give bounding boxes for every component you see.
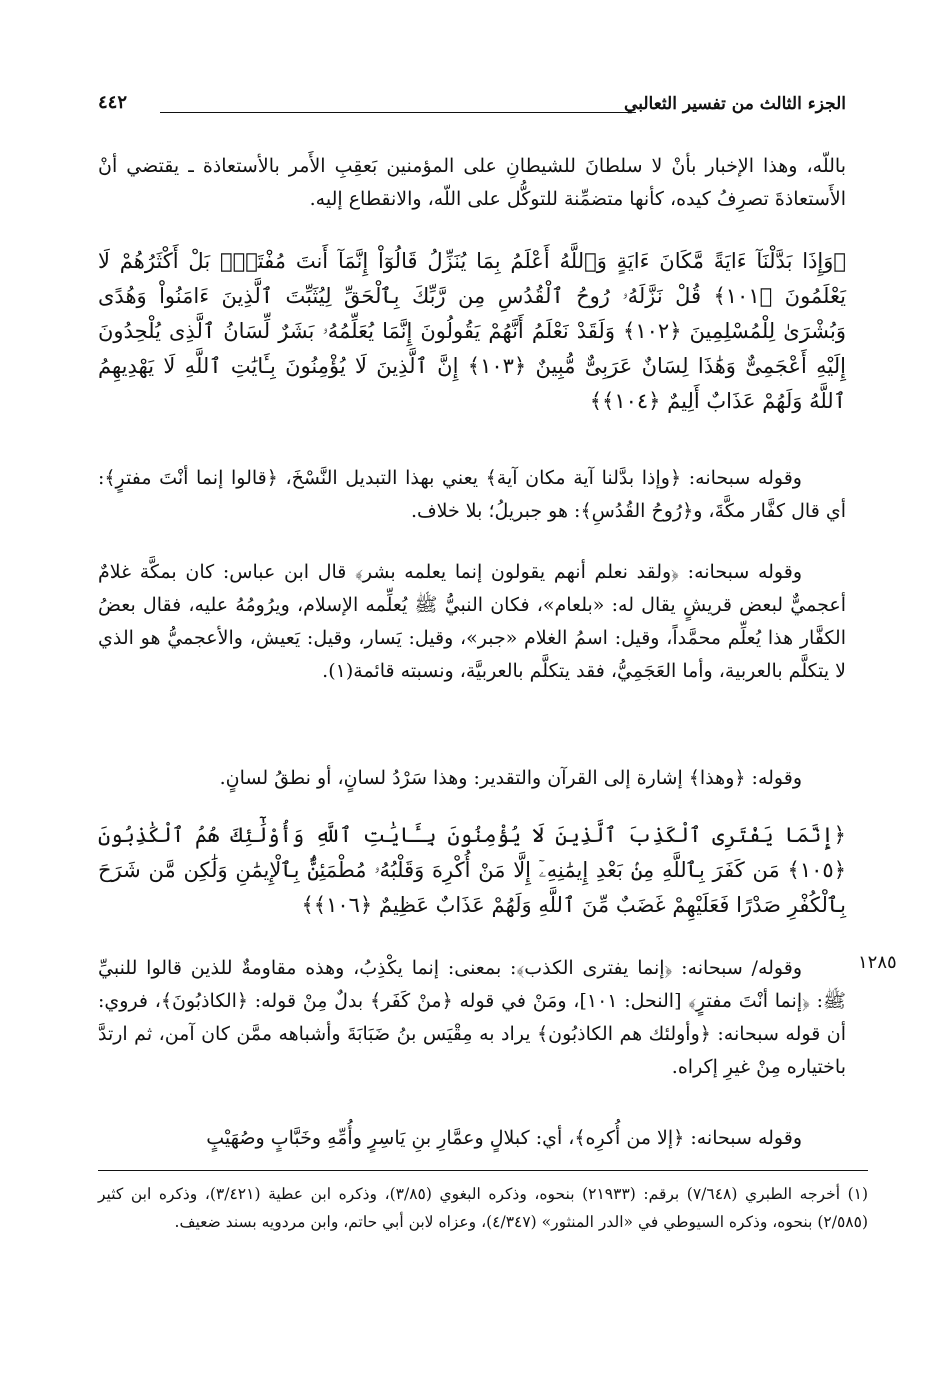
paragraph-commentary-hadha: وقوله: ﴿وهذا﴾ إشارة إلى القرآن والتقدير: وهذا سَرْدُ لسانٍ، أو نطقُ لسانٍ. [219, 767, 802, 789]
paragraph-commentary-101: وقوله سبحانه: ﴿وإذا بدَّلنا آية مكان آية﴾ يعني بهذا التبديل النَّسْخَ، ﴿قالوا إنما أنْتَ مفترٍ﴾: أي قال كفَّار مكَّةَ، و﴿رُوحُ القُدُسِ﴾: هو جبريلُ؛ بلا خلاف. [98, 467, 846, 522]
quran-verses-105-106: ﴿إِنَّمَا يَفْتَرِى ٱلْكَذِبَ ٱلَّذِينَ لَا يُؤْمِنُونَ بِـَٔايَٰتِ ٱللَّهِ وَأُوْلَٰٓئِكَ هُمُ ٱلْكَٰذِبُونَ ﴿١٠٥﴾ مَن كَفَرَ بِٱللَّهِ مِنۢ بَعْدِ إِيمَٰنِهِۦٓ إِلَّا مَنْ أُكْرِهَ وَقَلْبُهُۥ مُطْمَئِنٌّۢ بِٱلْإِيمَٰنِ وَلَٰكِن مَّن شَرَحَ بِٱلْكُفْرِ صَدْرًا فَعَلَيْهِمْ غَضَبٌ مِّنَ ٱللَّهِ وَلَهُمْ عَذَابٌ عَظِيمٌ ﴿١٠٦﴾﴾ [98, 823, 846, 917]
running-header [98, 92, 846, 132]
margin-manuscript-page-number: ١٢٨٥ [858, 952, 897, 973]
running-title: الجزء الثالث من تفسير الثعالبي [624, 94, 846, 114]
page-number: ٤٤٢ [98, 92, 128, 113]
footnote-rule [98, 1170, 868, 1171]
paragraph-commentary-106: وقوله سبحانه: ﴿إلا من أُكرِه﴾، أي: كبلالٍ وعمَّارِ بنِ يَاسِرٍ وأُمِّهِ وخَبَّابٍ وصُهَيْبٍ [206, 1127, 802, 1149]
paragraph-commentary-103: وقوله سبحانه: ﴿ولقد نعلم أنهم يقولون إنما يعلمه بشر﴾ قال ابن عباس: كان بمكَّة غلامٌ أعجميٌّ لبعض قريشٍ يقال له: «بلعام»، فكان النبيُّ ﷺ يُعلِّمه الإسلام، ويرُومُهُ عليه، فقال بعضُ الكفَّار هذا يُعلِّم محمَّداً، وقيل: اسمُ الغلام «جبر»، وقيل: يَسار، وقيل: يَعيش، والأعجميُّ هو الذي لا يتكلَّم بالعربية، وأما العَجَمِيُّ، فقد يتكلَّم بالعربيَّة، ونسبته قائمة(١). [98, 561, 846, 682]
paragraph-commentary-105: وقوله/ سبحانه: ﴿إنما يفترى الكذب﴾: بمعنى: إنما يكْذِبُ، وهذه مقاومةٌ للذين قالوا للنبيِّ ﷺ: ﴿إنما أنْتَ مفترٍ﴾ [النحل: ١٠١]، ومَنْ في قوله ﴿منْ كَفَر﴾ بدلٌ مِنْ قوله: ﴿الكاذبُونَ﴾، فروي: أن قوله سبحانه: ﴿وأولئك هم الكاذبُون﴾ يراد به مِقْيَس بنُ ضَبَابَةَ وأشباهه ممَّن كان آمن، ثم ارتدَّ باختياره مِنْ غيرِ إكراه. [98, 957, 846, 1078]
paragraph-intro: باللّه، وهذا الإخبار بأنْ لا سلطانَ للشيطانِ على المؤمنين بَعقِبِ الأَمر بالأستعاذة ـ يقتضي أنْ الأَستعاذةَ تصرِفُ كيده، كأنها متضمِّنة للتوكُّل على اللّه، والانقطاع إليه. [98, 155, 846, 210]
quran-verses-101-104: ﴿وَإِذَا بَدَّلْنَآ ءَايَةً مَّكَانَ ءَايَةٍ وَٱللَّهُ أَعْلَمُ بِمَا يُنَزِّلُ قَالُوٓاْ إِنَّمَآ أَنتَ مُفْتَرٍۭ بَلْ أَكْثَرُهُمْ لَا يَعْلَمُونَ ﴿١٠١﴾ قُلْ نَزَّلَهُۥ رُوحُ ٱلْقُدُسِ مِن رَّبِّكَ بِٱلْحَقِّ لِيُثَبِّتَ ٱلَّذِينَ ءَامَنُواْ وَهُدًى وَبُشْرَىٰ لِلْمُسْلِمِينَ ﴿١٠٢﴾ وَلَقَدْ نَعْلَمُ أَنَّهُمْ يَقُولُونَ إِنَّمَا يُعَلِّمُهُۥ بَشَرٌ لِّسَانُ ٱلَّذِى يُلْحِدُونَ إِلَيْهِ أَعْجَمِىٌّ وَهَٰذَا لِسَانٌ عَرَبِىٌّ مُّبِينٌ ﴿١٠٣﴾ إِنَّ ٱلَّذِينَ لَا يُؤْمِنُونَ بِـَٔايَٰتِ ٱللَّهِ لَا يَهْدِيهِمُ ٱللَّهُ وَلَهُمْ عَذَابٌ أَلِيمٌ ﴿١٠٤﴾﴾ [98, 249, 846, 413]
header-rule [160, 112, 636, 113]
footnote: (١) أخرجه الطبري (٧/٦٤٨) برقم: (٢١٩٣٣) بنحوه، وذكره البغوي (٣/٨٥)، وذكره ابن عطية (٣/٤٢١)، وذكره ابن كثير (٢/٥٨٥) بنحوه، وذكره السيوطي في «الدر المنثور» (٤/٣٤٧)، وعزاه لابن أبي حاتم، وابن مردويه بسند ضعيف. [98, 1185, 869, 1231]
